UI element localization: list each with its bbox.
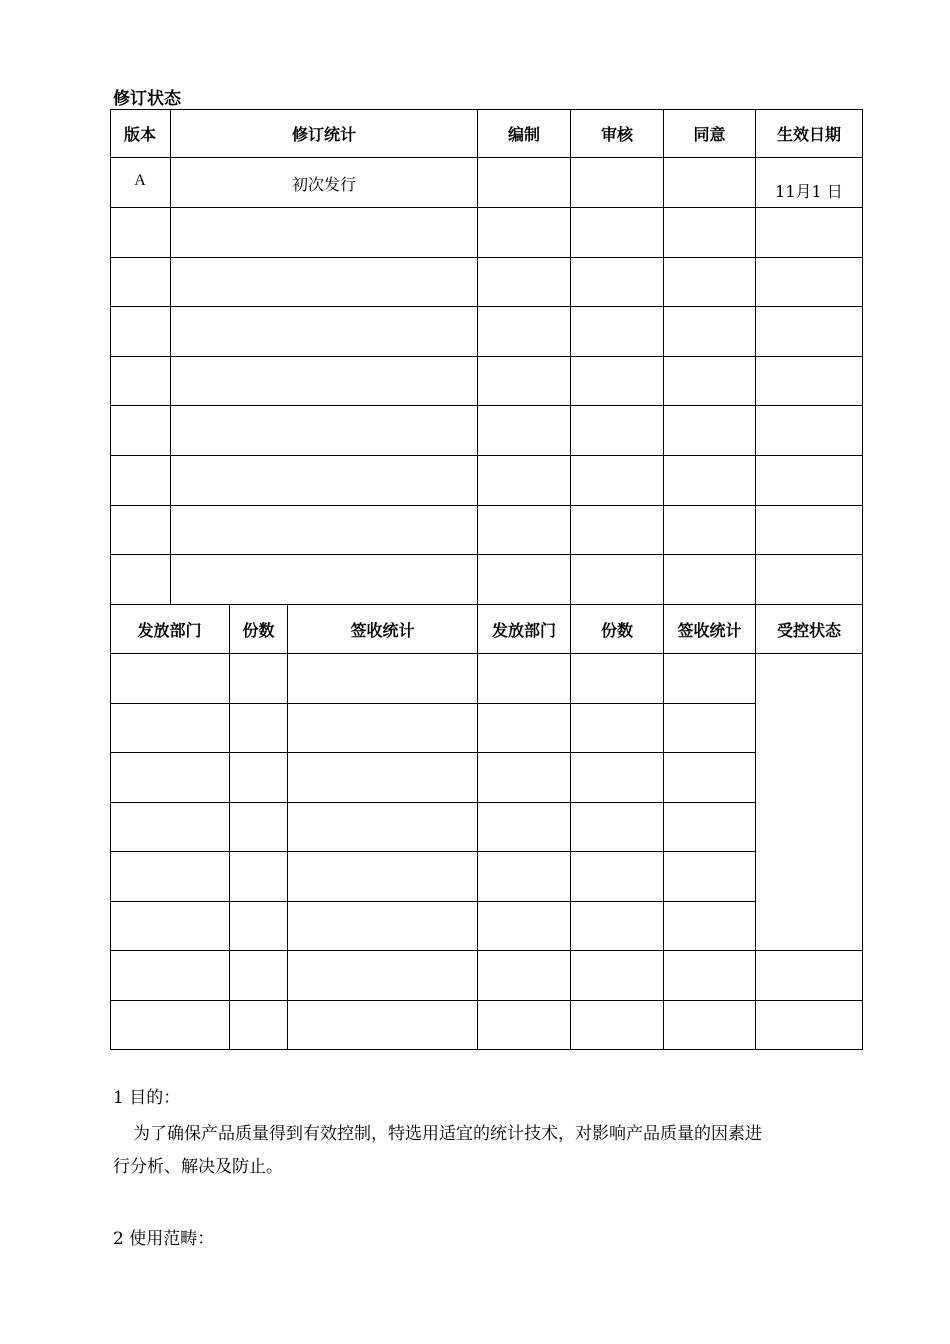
revision-cell <box>171 208 478 258</box>
distribution-cell <box>230 704 288 753</box>
distribution-cell <box>288 852 478 902</box>
revision-cell <box>110 555 171 605</box>
distribution-cell <box>478 1001 571 1050</box>
revision-cell <box>756 406 863 456</box>
revision-cell <box>478 506 571 555</box>
revision-cell <box>756 357 863 406</box>
revision-cell: A <box>110 158 171 208</box>
revision-cell <box>478 555 571 605</box>
revision-cell <box>664 208 756 258</box>
revision-header-cell: 编制 <box>478 109 571 158</box>
distribution-cell <box>110 902 230 951</box>
revision-header-cell: 修订统计 <box>171 109 478 158</box>
distribution-cell <box>478 852 571 902</box>
distribution-cell <box>571 902 664 951</box>
distribution-cell <box>230 803 288 852</box>
revision-cell: 初次发行 <box>171 158 478 208</box>
controlled-status-merged-cell <box>756 654 863 951</box>
distribution-cell <box>110 654 230 704</box>
distribution-header-cell: 签收统计 <box>288 605 478 654</box>
revision-header-cell: 审核 <box>571 109 664 158</box>
purpose-paragraph-line-1: 为了确保产品质量得到有效控制，特选用适宜的统计技术，对影响产品质量的因素进 <box>133 1124 762 1144</box>
distribution-cell <box>478 753 571 803</box>
revision-cell <box>571 357 664 406</box>
distribution-cell <box>664 654 756 704</box>
distribution-cell <box>230 852 288 902</box>
distribution-header-cell: 份数 <box>230 605 288 654</box>
revision-cell <box>571 406 664 456</box>
revision-status-form <box>110 109 863 1049</box>
revision-cell <box>478 158 571 208</box>
revision-cell <box>571 555 664 605</box>
distribution-header-cell: 发放部门 <box>110 605 230 654</box>
distribution-cell <box>110 803 230 852</box>
revision-cell <box>110 357 171 406</box>
revision-cell <box>756 555 863 605</box>
revision-cell <box>478 258 571 307</box>
distribution-cell <box>230 951 288 1001</box>
revision-cell <box>110 456 171 506</box>
revision-cell <box>756 208 863 258</box>
distribution-cell <box>664 803 756 852</box>
purpose-paragraph-line-2: 行分析、解决及防止。 <box>113 1157 283 1177</box>
revision-cell <box>110 506 171 555</box>
revision-header-cell: 同意 <box>664 109 756 158</box>
distribution-cell <box>478 902 571 951</box>
distribution-cell <box>288 704 478 753</box>
revision-cell <box>664 555 756 605</box>
distribution-cell <box>664 704 756 753</box>
distribution-cell <box>664 852 756 902</box>
distribution-cell <box>571 803 664 852</box>
revision-cell <box>571 208 664 258</box>
purpose-heading: 1 目的： <box>113 1088 181 1108</box>
distribution-header-cell: 受控状态 <box>756 605 863 654</box>
revision-cell <box>110 258 171 307</box>
revision-cell <box>171 456 478 506</box>
revision-cell <box>571 258 664 307</box>
revision-cell: 11月1 日 <box>756 158 863 208</box>
revision-cell <box>478 208 571 258</box>
distribution-cell <box>571 654 664 704</box>
revision-cell <box>171 406 478 456</box>
distribution-cell <box>571 753 664 803</box>
distribution-cell <box>110 1001 230 1050</box>
distribution-cell <box>288 654 478 704</box>
controlled-status-cell <box>756 1001 863 1050</box>
revision-cell <box>171 357 478 406</box>
distribution-header-cell: 份数 <box>571 605 664 654</box>
revision-cell <box>571 158 664 208</box>
distribution-cell <box>571 951 664 1001</box>
distribution-header-cell: 发放部门 <box>478 605 571 654</box>
revision-cell <box>756 506 863 555</box>
distribution-cell <box>571 704 664 753</box>
scope-heading: 2 使用范畴： <box>113 1229 215 1249</box>
revision-cell <box>478 307 571 357</box>
revision-cell <box>571 506 664 555</box>
revision-cell <box>664 357 756 406</box>
distribution-cell <box>478 654 571 704</box>
revision-cell <box>664 456 756 506</box>
distribution-cell <box>110 704 230 753</box>
distribution-cell <box>664 753 756 803</box>
distribution-cell <box>664 902 756 951</box>
distribution-cell <box>288 1001 478 1050</box>
revision-cell <box>110 208 171 258</box>
revision-cell <box>664 258 756 307</box>
section-title: 修订状态 <box>113 89 181 109</box>
revision-cell <box>171 506 478 555</box>
revision-cell <box>664 307 756 357</box>
distribution-header-cell: 签收统计 <box>664 605 756 654</box>
distribution-cell <box>230 654 288 704</box>
revision-cell <box>478 406 571 456</box>
distribution-cell <box>110 753 230 803</box>
revision-cell <box>756 456 863 506</box>
controlled-status-cell <box>756 951 863 1001</box>
distribution-cell <box>288 902 478 951</box>
revision-cell <box>478 456 571 506</box>
revision-cell <box>664 506 756 555</box>
distribution-cell <box>230 753 288 803</box>
revision-cell <box>664 158 756 208</box>
distribution-cell <box>571 1001 664 1050</box>
distribution-cell <box>571 852 664 902</box>
distribution-cell <box>478 704 571 753</box>
revision-cell <box>756 307 863 357</box>
revision-cell <box>171 307 478 357</box>
revision-cell <box>110 307 171 357</box>
revision-cell <box>171 258 478 307</box>
distribution-cell <box>288 803 478 852</box>
distribution-cell <box>110 852 230 902</box>
distribution-cell <box>230 1001 288 1050</box>
distribution-cell <box>478 803 571 852</box>
revision-cell <box>110 406 171 456</box>
distribution-cell <box>478 951 571 1001</box>
revision-cell <box>171 555 478 605</box>
revision-cell <box>478 357 571 406</box>
revision-cell <box>571 307 664 357</box>
revision-cell <box>571 456 664 506</box>
revision-header-cell: 生效日期 <box>756 109 863 158</box>
distribution-cell <box>110 951 230 1001</box>
distribution-cell <box>288 951 478 1001</box>
revision-header-cell: 版本 <box>110 109 171 158</box>
distribution-cell <box>664 1001 756 1050</box>
distribution-cell <box>288 753 478 803</box>
revision-cell <box>664 406 756 456</box>
revision-cell <box>756 258 863 307</box>
distribution-cell <box>230 902 288 951</box>
distribution-cell <box>664 951 756 1001</box>
